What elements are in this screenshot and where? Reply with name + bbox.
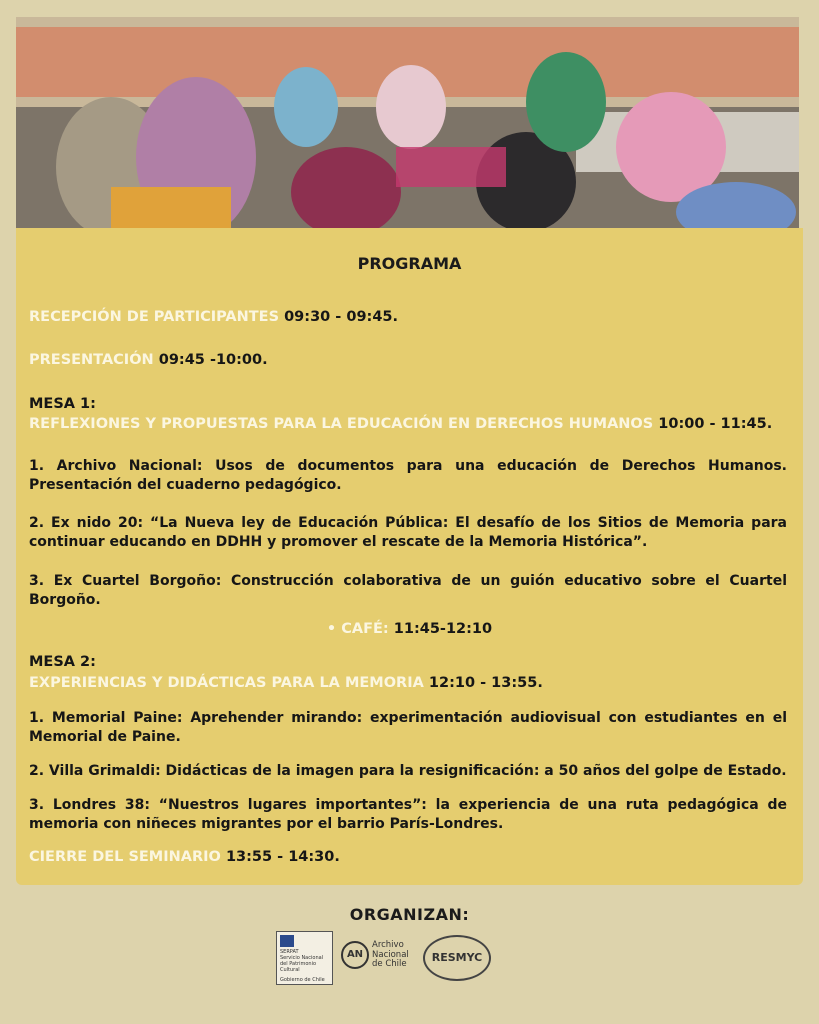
coat-of-arms-icon xyxy=(280,935,294,947)
mesa2-topic: EXPERIENCIAS Y DIDÁCTICAS PARA LA MEMORIA xyxy=(29,675,424,691)
archivo-logo-text xyxy=(372,941,409,970)
archivo-nacional-logo xyxy=(341,938,416,978)
mesa1-time: 10:00 - 11:45. xyxy=(658,416,773,432)
presentation-label: PRESENTACIÓN xyxy=(29,352,154,368)
program-title: PROGRAMA xyxy=(357,254,462,273)
reception-time: 09:30 - 09:45. xyxy=(284,309,399,325)
presentation-time: 09:45 -10:00. xyxy=(158,352,268,368)
reception-line xyxy=(29,308,787,327)
workshop-photo-illustration xyxy=(16,17,799,228)
mesa2-heading: MESA 2: xyxy=(29,654,96,670)
gob-logo-line2: Servicio Nacional del Patrimonio Cultural xyxy=(280,955,324,973)
gob-logo-line1: SERPAT xyxy=(280,949,299,955)
mesa1-item-3: 3. Ex Cuartel Borgoño: Construcción colaborativa de un guión educativo sobre el Cuartel Borgoño. xyxy=(29,573,787,608)
archivo-text-2: Nacional xyxy=(372,949,409,960)
bullet-icon: • xyxy=(326,621,337,637)
mesa2-item-2: 2. Villa Grimaldi: Didácticas de la imagen para la resignificación: a 50 años del golpe de Estado. xyxy=(29,763,787,779)
archivo-mark-icon: AN xyxy=(341,941,369,969)
organizers-title: ORGANIZAN: xyxy=(349,905,470,924)
closing-line xyxy=(29,848,787,867)
header-photo xyxy=(16,17,799,228)
mesa1-topic: REFLEXIONES Y PROPUESTAS PARA LA EDUCACIÓN EN DERECHOS HUMANOS xyxy=(29,416,654,432)
archivo-text-3: de Chile xyxy=(372,959,407,969)
presentation-line xyxy=(29,351,787,370)
archivo-text-1: Archivo xyxy=(372,940,404,950)
mesa1-item-1: 1. Archivo Nacional: Usos de documentos para una educación de Derechos Humanos. Presentación del cuaderno pedagógico. xyxy=(29,458,787,493)
mesa2-time: 12:10 - 13:55. xyxy=(428,675,543,691)
mesa1-item-2: 2. Ex nido 20: “La Nueva ley de Educación Pública: El desafío de los Sitios de Memoria para continuar educando en DDHH y promover el rescate de la Memoria Histórica”. xyxy=(29,515,787,550)
gob-logo-line3: Gobierno de Chile xyxy=(280,977,325,983)
mesa2-item-3: 3. Londres 38: “Nuestros lugares importantes”: la experiencia de una ruta pedagógica de memoria con niñeces migrantes por el barrio París-Londres. xyxy=(29,797,787,832)
closing-label: CIERRE DEL SEMINARIO xyxy=(29,849,221,865)
reception-label: RECEPCIÓN DE PARTICIPANTES xyxy=(29,309,280,325)
coffee-time: 11:45-12:10 xyxy=(393,621,493,637)
mesa2-item-1: 1. Memorial Paine: Aprehender mirando: experimentación audiovisual con estudiantes en el Memorial de Paine. xyxy=(29,710,787,745)
coffee-label: CAFÉ: xyxy=(341,621,389,637)
mesa1-heading: MESA 1: xyxy=(29,396,96,412)
mesa2-topic-line xyxy=(29,674,787,693)
gobierno-chile-logo xyxy=(276,931,333,985)
resmyc-logo: RESMYC xyxy=(423,935,491,981)
closing-time: 13:55 - 14:30. xyxy=(225,849,340,865)
mesa1-topic-line xyxy=(29,415,787,434)
coffee-break-line xyxy=(0,621,819,637)
